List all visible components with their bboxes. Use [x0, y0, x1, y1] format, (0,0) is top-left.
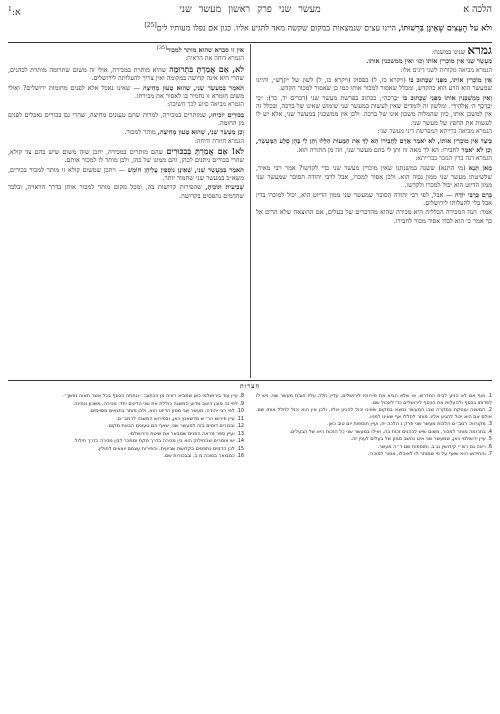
section-intro: הגמרא חוזרת ודוחה: — [194, 137, 244, 145]
footnote: 1. ואף אם לא הגיע לבית המדרש, או שלא הביא את פירותיו לירושלים, עדיין חלה עליו חובת מעשר שני, ויש לו לפדותו בכסף ולהעלות את הכסף לירושלים כדי לאכול שם. — [256, 393, 492, 406]
footnote: 13. ועיין ספר מראה הפנים שמבאר את שיטת הירושלמי. — [128, 430, 244, 437]
footnote: 8. עיין עוד בירושלמי כאן שמביא ראיה מן הכתוב: ״ונתתה הכסף בכל אשר תאוה נפשך״. — [61, 393, 244, 399]
section-intro: הגמרא מביאה מקורות לשני דינים אלו: — [400, 66, 492, 74]
notes-divider — [8, 380, 492, 381]
mishna-quote: מַעְשֵׂר שֵׁנִי אֵין מוֹכְרִין אוֹתוֹ וְכוּ׳ ואין ממשכנין אותו. — [366, 57, 492, 66]
paragraph: אֵין מוֹכְרִין אוֹתוֹ, מִפְּנֵי שֶׁכָּתוּב בּוֹ (ויקרא כז, ל) בפסוק (ויקרא כז, ל) לשון של ״קֹדֶשׁ״, והיינו שמעשר הוא הרע הוא כהקדש, ומכלל שאסור למכור אותו כמו כן שאסור למכור הקדש. — [256, 76, 492, 93]
paragraph: וְכֵן מַעְשֵׂר שֵׁנִי, שֶׁהוּא טָעוּן מְחִיצָה, מותר למכור. — [124, 128, 244, 137]
left-column — [8, 44, 244, 378]
paragraph: בְּרַם כְּרַבִּי יוֹדָה — אבל, לפי רבי יהודה הסובר שמעשר שני ממון הדיוט הוא, יכול למוכרו בדין אבל בלי להעלותו לירושלים. — [256, 190, 492, 207]
page-header — [8, 3, 492, 17]
footnote: 7. והחידוש הוא שאף על פי שמותר לו לאוכלו, אסור למוכרו. — [367, 451, 492, 457]
section-intro: הגמרא דנה בדין הנזכר בברייתא: — [415, 155, 492, 163]
footnote: 12. ובכורים דומים בזה למעשר שני, שאף הם טעונים הבאת מקום. — [107, 423, 244, 429]
footnote: 15. לכן הדמים נתפסים בקדושת שביעית, והפירות עצמם יוצאים לחולין. — [97, 445, 244, 452]
paragraph: אמר: הנה המכירה הכללית היא מכירה שהוא מהדברים של בעלים, אם ההוצאה שלא הרים אל כך אמר כי הוא לבדו אסור מכור לחבירו. — [256, 208, 492, 225]
paragraph: אין זו סברא שהוא מותר למכור[35] — [156, 45, 244, 55]
running-title: מעשר שני פרק ראשון מעשר שני — [179, 4, 321, 15]
footnote: 9. לפי זה מובן היטב מדוע המשנה כוללת את שני הדינים יחד: מכירה, משכון ונתינה. — [72, 400, 244, 407]
notes-left-column — [8, 393, 244, 707]
paragraph: שְׁבִיעִית תּוֹכִיחַ, שהפירות קדושות בה, ומכל מקום מותר למכור אותן בדרך הראויה, ובלבד שהדמים נתפסים בקדושה. — [8, 183, 244, 200]
mishna-continuation: ולא על הֶעֵצִים שֶׁאֵינָן בִּרְשׁוּתוֹ, היינו עצים שנמצאות במקום שקשה מאד להגיע אליו. כגון אם נפלו מעותיו לים[25] — [144, 22, 492, 33]
footnote: 14. יש אומרים שהחילוק הוא בין מכירה בדרך מקח וממכר לבין מכירה כדרך חילול. — [73, 438, 244, 444]
footnote: 5. עיין ירושלמי כאן, שמעשר שני אינו נחשב ממון של בעלים לענין זה. — [350, 436, 492, 442]
footnote: 3. מקורות: רמב״ם הלכות מעשר שני פרק ג הלכה יח, ועיין תוספות יום טוב כאן. — [327, 421, 492, 427]
paragraph: תֹּאמַר בְּמַעְשֵׂר שֵׁנִי, שֶׁאֵינָן נוֹסְפִין עֲלֵיהֶן חוֹמֶשׁ — ויתכן שמשום קולא זו מותר למכור בכורים, משא״כ במעשר שני שחמור יותר. — [8, 165, 244, 182]
gemara-heading: גמרא שנינו במשנה: — [431, 44, 492, 57]
section-intro: הגמרא מביאה ברייתא המפרשת דיני מעשר שני: — [377, 128, 492, 136]
paragraph: תֹּאמַר בְּמַעְשֵׂר שֵׁנִי, שֶׁהוּא טָעוּן מְחִיצָה — שאינו נאכל אלא לפנים מחומות ירושלים? ואולי משום חומרא זו נחמיר בו לאסור את מכירתו. — [8, 83, 244, 100]
section-intro: הגמרא דוחה את הראיה: — [185, 55, 244, 63]
section-intro: הגמרא מביאה סיוע לכך חשיבה: — [167, 101, 244, 109]
paragraph: מַאן תַּנָא (מי התנא) ששנה במשנתנו שאין מוכרין מעשר שני כדי לקדשו? אמר רבי מאיר, שלשיטתו מעשר שני ממון גבוה הוא. ולכן אסור למכרו, אבל לרבי יהודה הסובר שמעשר שני ממון הדיוט הוא יכול למכרו ולקדשו. — [256, 164, 492, 190]
footnote: 11. עיין פירוש הר״ש מדשאנץ כאן, ובפירוש המשנה לרמב״ם. — [116, 415, 244, 422]
footnote: 2. המשנה עוסקת במקרה שבו המעשר נמצא במקום שאינו יכול להגיע אליו, ולכן אין הוא יכול לחלל אותו שם. אולם אם הוא יכול להגיע אליו, מותר לחללו אף שאינו לפניו. — [256, 407, 492, 420]
paragraph: וְאֵין מְמַשְׁכְּנִין אוֹתוֹ מִפְּנֵי שֶׁכָּתוּב בּוֹ ״בְּרָכָה״, ככתוב בפרשת מעשר שני (דברים יד, כד): ״כִּי יְבָרֶכְךָ ה׳ אֱלֹהֶיךָ״. ומלשון זה לומדים שאין לעשות במעשר שני שימוש שאינו של ברכה, ובכלל זה אין למשכן אותו, כיון שהמלוה משכון אינו של ברכה. ולכן אין ממשכנין במעשר שני, אלא יש לו לעשות את החפץ של מעשר שני. — [256, 93, 492, 127]
footnote: 16. כמבואר בסוכה מ ב, ובבכורות שם. — [163, 453, 244, 459]
folio-label: הלכה א — [463, 4, 492, 15]
page-number: א:$^1$ — [8, 6, 21, 19]
right-column — [256, 44, 492, 378]
column-divider — [250, 44, 251, 378]
footnote: 6. ראה גם רש״י קידושין נג ב, ותוספות שם ד״ה מעשר. — [377, 443, 492, 450]
baraita-paragraph: כֵּיצַד אֵין מוֹכְרִין אוֹתוֹ, לֹא יֹאמַר אָדָם לַחֲבֵירוֹ הֵא לָךְ אֶת הַמָּעוֹת הַלָּלוּ וְתֵן לִי בָּהֶן סֶלַע הַמַּעְשֵׂר, וְכֵן לֹא יֹאמַר לחבירו: הא לך מאה זוז ותן לי בהם מעשר שני, וזה מן התורה הוא. — [256, 137, 492, 154]
top-divider — [8, 42, 492, 43]
paragraph: בִּכּוּרִים יוֹכִיחוּ, שמותרים במכירה, למרות שהם טעונים מחיצה, שהרי גם בכורים נאכלים לפנים מן החומה. — [8, 110, 244, 127]
footnote: 10. לפי רבי יהודה, מעשר שני ממון הדיוט הוא, ולכן מותר בתנאים מסוימים. — [89, 408, 244, 414]
paragraph: לֹא! אֵם אֲמַרְתָּ בְּבִכּוּרִים שהם מותרים במכירה, יתכן שזה משום שיש בהם צד קולא, שהרי בכורים ניתנים לכהן, והם ממונו של כהן, ולכן מותר לו למכור אותם. — [8, 145, 244, 165]
footnote: 4. בתרומה מותר למכור, משום שיש לכהנים זכות בה, ואילו במעשר שני כל הזכות היא של הבעלים. — [289, 428, 492, 435]
paragraph: לֹא, אֵם אֲמַרְתָּ בִּתְרוּמָה שהיא מותרת במכירה, אולי זה משום שתרומה מותרת לכהנים, שהרי היא אינה קדושה במקומה ואין צריך להעלותה לירושלים. — [8, 63, 244, 83]
notes-title: הערות — [240, 383, 260, 390]
notes-right-column — [256, 393, 492, 707]
